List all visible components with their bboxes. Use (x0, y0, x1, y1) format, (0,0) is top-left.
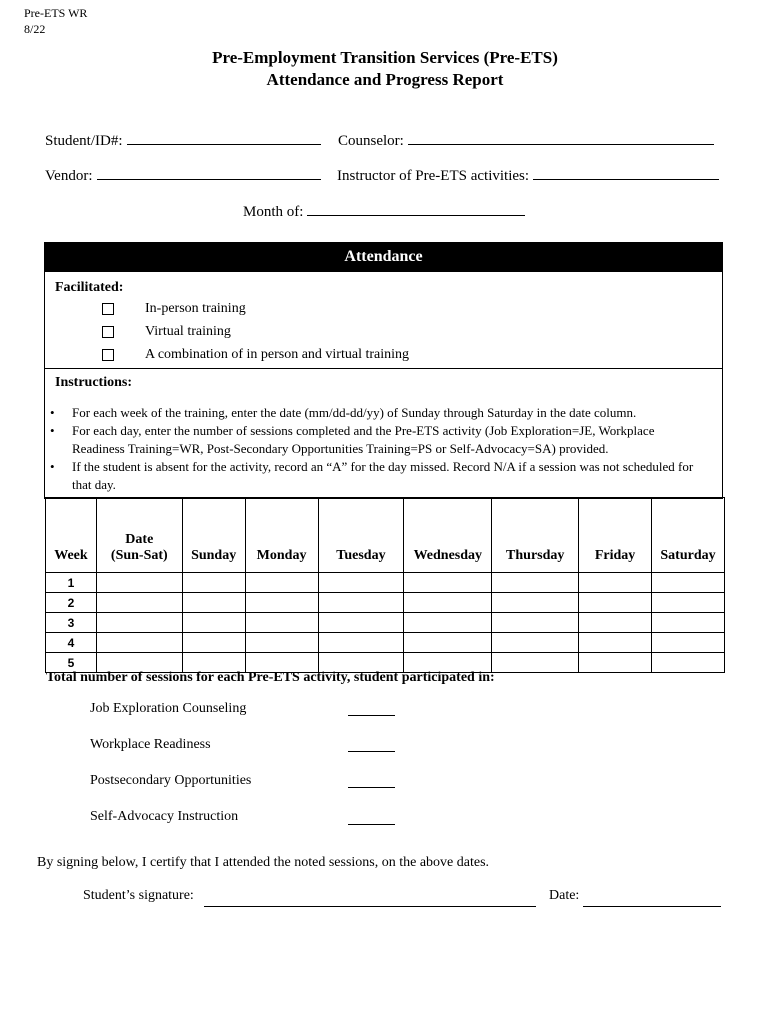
friday-cell[interactable] (579, 613, 652, 633)
student-id-label: Student/ID#: (45, 133, 123, 149)
date-label: Date: (549, 888, 580, 903)
table-row (46, 613, 725, 633)
virtual-checkbox[interactable] (102, 326, 114, 338)
monday-cell[interactable] (245, 593, 318, 613)
counselor-line[interactable] (408, 130, 714, 145)
header-thursday: Thursday (492, 498, 579, 573)
wednesday-cell[interactable] (404, 613, 492, 633)
friday-cell[interactable] (579, 653, 652, 673)
tuesday-cell[interactable] (318, 633, 404, 653)
postsecondary-count-line[interactable] (348, 786, 395, 788)
instructor-field[interactable] (337, 165, 719, 185)
combination-checkbox[interactable] (102, 349, 114, 361)
page-subtitle: Attendance and Progress Report (266, 70, 504, 89)
header-date-line1: Date (125, 532, 154, 547)
instruction-item: • For each week of the training, enter the date (mm/dd-dd/yy) of Sunday through Saturday in the date column. (45, 404, 705, 422)
student-id-line[interactable] (127, 130, 321, 145)
wednesday-cell[interactable] (404, 633, 492, 653)
student-id-field[interactable] (45, 130, 321, 150)
thursday-cell[interactable] (492, 573, 579, 593)
instructions-label: Instructions: (55, 375, 133, 390)
certify-statement: By signing below, I certify that I attended the noted sessions, on the above dates. (37, 855, 490, 870)
monday-cell[interactable] (245, 573, 318, 593)
monday-cell[interactable] (245, 613, 318, 633)
saturday-cell[interactable] (652, 613, 725, 633)
instructor-label: Instructor of Pre-ETS activities: (337, 168, 530, 184)
table-row (46, 573, 725, 593)
vendor-label: Vendor: (45, 168, 93, 184)
student-signature-label: Student’s signature: (83, 888, 194, 903)
in-person-checkbox[interactable] (102, 303, 114, 315)
header-tuesday: Tuesday (318, 498, 404, 573)
date-cell[interactable] (96, 633, 182, 653)
week-number: 3 (46, 613, 97, 633)
header-sunday: Sunday (182, 498, 245, 573)
workplace-readiness-count-line[interactable] (348, 750, 395, 752)
friday-cell[interactable] (579, 573, 652, 593)
facilitated-section (44, 272, 723, 369)
header-date (96, 498, 182, 573)
tuesday-cell[interactable] (318, 573, 404, 593)
thursday-cell[interactable] (492, 593, 579, 613)
wednesday-cell[interactable] (404, 593, 492, 613)
date-cell[interactable] (96, 593, 182, 613)
form-code-line2: 8/22 (24, 22, 46, 36)
instruction-item: • For each day, enter the number of sessions completed and the Pre-ETS activity (Job Exploration=JE, Workplace Readiness Training=WR, Post-Secondary Opportunities Training=PS or Self-Advocacy=SA) provided. (45, 422, 705, 458)
thursday-cell[interactable] (492, 633, 579, 653)
month-label: Month of: (243, 204, 304, 220)
thursday-cell[interactable] (492, 653, 579, 673)
week-number: 4 (46, 633, 97, 653)
saturday-cell[interactable] (652, 633, 725, 653)
tuesday-cell[interactable] (318, 593, 404, 613)
attendance-table (45, 497, 725, 673)
date-line[interactable] (583, 906, 721, 907)
counselor-field[interactable] (338, 130, 714, 150)
header-date-line2: (Sun-Sat) (110, 548, 168, 563)
header-saturday: Saturday (652, 498, 725, 573)
tuesday-cell[interactable] (318, 613, 404, 633)
date-cell[interactable] (96, 573, 182, 593)
table-row (46, 593, 725, 613)
vendor-line[interactable] (97, 165, 321, 180)
saturday-cell[interactable] (652, 593, 725, 613)
month-line[interactable] (307, 201, 525, 216)
instructions-list (45, 404, 705, 494)
thursday-cell[interactable] (492, 613, 579, 633)
saturday-cell[interactable] (652, 653, 725, 673)
attendance-header: Attendance (44, 242, 723, 272)
counselor-label: Counselor: (338, 133, 404, 149)
activity-job-exploration: Job Exploration Counseling (90, 701, 247, 716)
in-person-option: In-person training (145, 301, 246, 316)
sunday-cell[interactable] (182, 573, 245, 593)
saturday-cell[interactable] (652, 573, 725, 593)
sunday-cell[interactable] (182, 633, 245, 653)
header-monday: Monday (245, 498, 318, 573)
instructor-line[interactable] (533, 165, 719, 180)
activity-postsecondary: Postsecondary Opportunities (90, 773, 252, 788)
self-advocacy-count-line[interactable] (348, 823, 395, 825)
table-row (46, 633, 725, 653)
sunday-cell[interactable] (182, 613, 245, 633)
header-week: Week (46, 498, 97, 573)
vendor-field[interactable] (45, 165, 321, 185)
totals-heading: Total number of sessions for each Pre-ETS activity, student participated in: (46, 670, 495, 685)
week-number: 1 (46, 573, 97, 593)
sunday-cell[interactable] (182, 593, 245, 613)
table-header-row (46, 498, 725, 573)
monday-cell[interactable] (245, 633, 318, 653)
page-title: Pre-Employment Transition Services (Pre-ETS) (212, 48, 558, 67)
facilitated-label: Facilitated: (55, 280, 124, 295)
wednesday-cell[interactable] (404, 573, 492, 593)
job-exploration-count-line[interactable] (348, 714, 395, 716)
student-signature-line[interactable] (204, 906, 536, 907)
instruction-item: • If the student is absent for the activity, record an “A” for the day missed. Record N/A if a session was not scheduled for that day. (45, 458, 705, 494)
instructions-section (44, 368, 723, 499)
form-code-line1: Pre-ETS WR (24, 6, 88, 20)
week-number: 2 (46, 593, 97, 613)
virtual-option: Virtual training (145, 324, 231, 339)
week-number: 5 (46, 653, 97, 673)
header-wednesday: Wednesday (404, 498, 492, 573)
activity-workplace-readiness: Workplace Readiness (90, 737, 211, 752)
activity-self-advocacy: Self-Advocacy Instruction (90, 809, 239, 824)
friday-cell[interactable] (579, 633, 652, 653)
month-field[interactable] (243, 201, 525, 221)
form-code (24, 5, 87, 37)
friday-cell[interactable] (579, 593, 652, 613)
combination-option: A combination of in person and virtual training (145, 347, 410, 362)
header-friday: Friday (579, 498, 652, 573)
date-cell[interactable] (96, 613, 182, 633)
